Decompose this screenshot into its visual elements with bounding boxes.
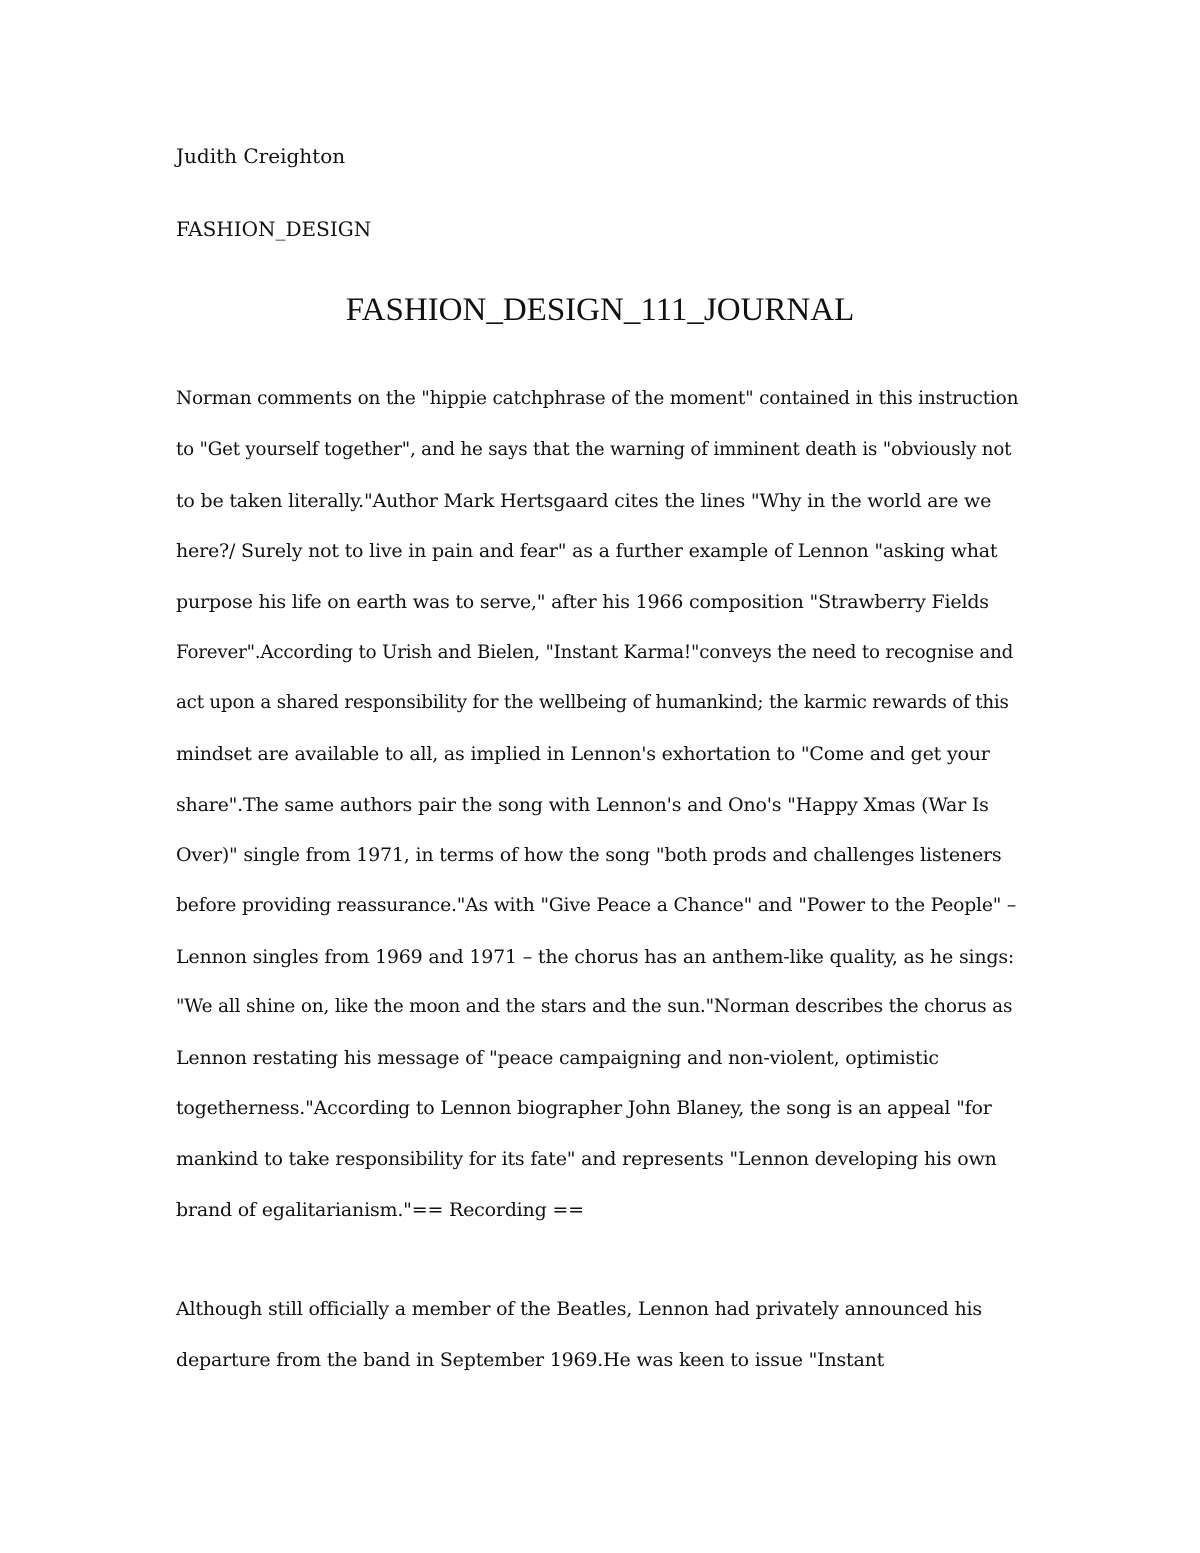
text-line: departure from the band in September 1969.He was keen to issue "Instant xyxy=(176,1349,885,1371)
text-line: brand of egalitarianism."== Recording == xyxy=(176,1199,584,1221)
document-title: FASHION_DESIGN_111_JOURNAL xyxy=(345,292,855,328)
text-line: before providing reassurance."As with "Give Peace a Chance" and "Power to the People" – xyxy=(176,895,1017,916)
text-line: Lennon singles from 1969 and 1971 – the chorus has an anthem-like quality, as he sings: xyxy=(176,946,1015,968)
text-line: togetherness."According to Lennon biographer John Blaney, the song is an appeal "for xyxy=(176,1097,992,1119)
text-line: Over)" single from 1971, in terms of how the song "both prods and challenges listeners xyxy=(176,844,1002,866)
text-line: "We all shine on, like the moon and the stars and the sun."Norman describes the chorus as xyxy=(176,996,1013,1017)
text-line: Forever".According to Urish and Bielen, "Instant Karma!"conveys the need to recognise and xyxy=(176,642,1014,663)
text-line: to "Get yourself together", and he says that the warning of imminent death is "obviously not xyxy=(176,439,1012,460)
text-line: mindset are available to all, as implied in Lennon's exhortation to "Come and get your xyxy=(176,743,990,765)
text-line: mankind to take responsibility for its fate" and represents "Lennon developing his own xyxy=(176,1148,997,1170)
author-name: Judith Creighton xyxy=(176,144,346,168)
text-line: share".The same authors pair the song with Lennon's and Ono's "Happy Xmas (War Is xyxy=(176,794,989,816)
text-line: purpose his life on earth was to serve," after his 1966 composition "Strawberry Fields xyxy=(176,591,989,613)
text-line: here?/ Surely not to live in pain and fear" as a further example of Lennon "asking what xyxy=(176,540,998,562)
course-name: FASHION_DESIGN xyxy=(176,217,372,241)
text-line: Lennon restating his message of "peace campaigning and non-violent, optimistic xyxy=(176,1047,939,1069)
text-line: Although still officially a member of the Beatles, Lennon had privately announced his xyxy=(176,1298,982,1320)
text-line: act upon a shared responsibility for the wellbeing of humankind; the karmic rewards of this xyxy=(176,692,1009,713)
text-line: to be taken literally."Author Mark Hertsgaard cites the lines "Why in the world are we xyxy=(176,490,992,512)
text-line: Norman comments on the "hippie catchphrase of the moment" contained in this instruction xyxy=(176,388,1019,409)
